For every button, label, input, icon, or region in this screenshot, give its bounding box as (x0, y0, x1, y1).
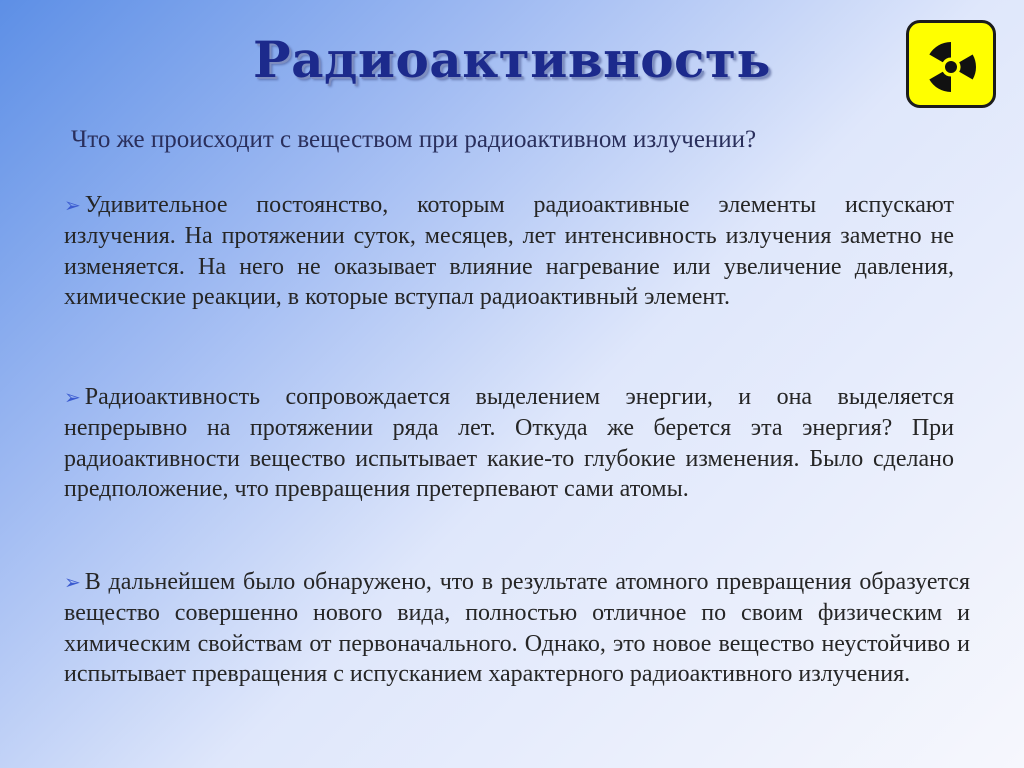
paragraph-2-text: Радиоактивность сопровождается выделением энергии, и она выделяется непрерывно на протяжении ряда лет. Откуда же берется эта энергия? При радиоактивности вещество испытывает какие-то глубокие изменения. Было сделано предположение, что превращения претерпевают сами атомы. (64, 384, 954, 502)
radiation-badge (906, 20, 996, 108)
paragraph-1 (64, 190, 954, 312)
paragraph-3 (64, 567, 970, 689)
paragraph-2 (64, 382, 954, 504)
paragraph-3-text: В дальнейшем было обнаружено, что в результате атомного превращения образуется вещество совершенно нового вида, полностью отличное по своим физическим и химическим свойствам от первоначального. Однако, это новое вещество неустойчиво и испытывает превращения с испусканием характерного радиоактивного излучения. (64, 569, 970, 687)
radiation-blade (929, 36, 957, 65)
radiation-center-dot (945, 61, 957, 73)
paragraph-1-text: Удивительное постоянство, которым радиоактивные элементы испускают излучения. На протяжении суток, месяцев, лет интенсивность излучения заметно не изменяется. На него не оказывает влияние нагревание или увеличение давления, химические реакции, в которые вступал радиоактивный элемент. (64, 192, 954, 310)
arrow-bullet-icon: ➢ (64, 195, 81, 217)
radiation-blade (955, 55, 983, 84)
radiation-hazard-icon (909, 23, 993, 105)
radiation-blade (929, 72, 951, 92)
slide-subtitle: Что же происходит с веществом при радиоактивном излучении? (71, 126, 757, 153)
arrow-bullet-icon: ➢ (64, 387, 81, 409)
slide-title: Радиоактивность (253, 30, 771, 89)
arrow-bullet-icon: ➢ (64, 572, 81, 594)
